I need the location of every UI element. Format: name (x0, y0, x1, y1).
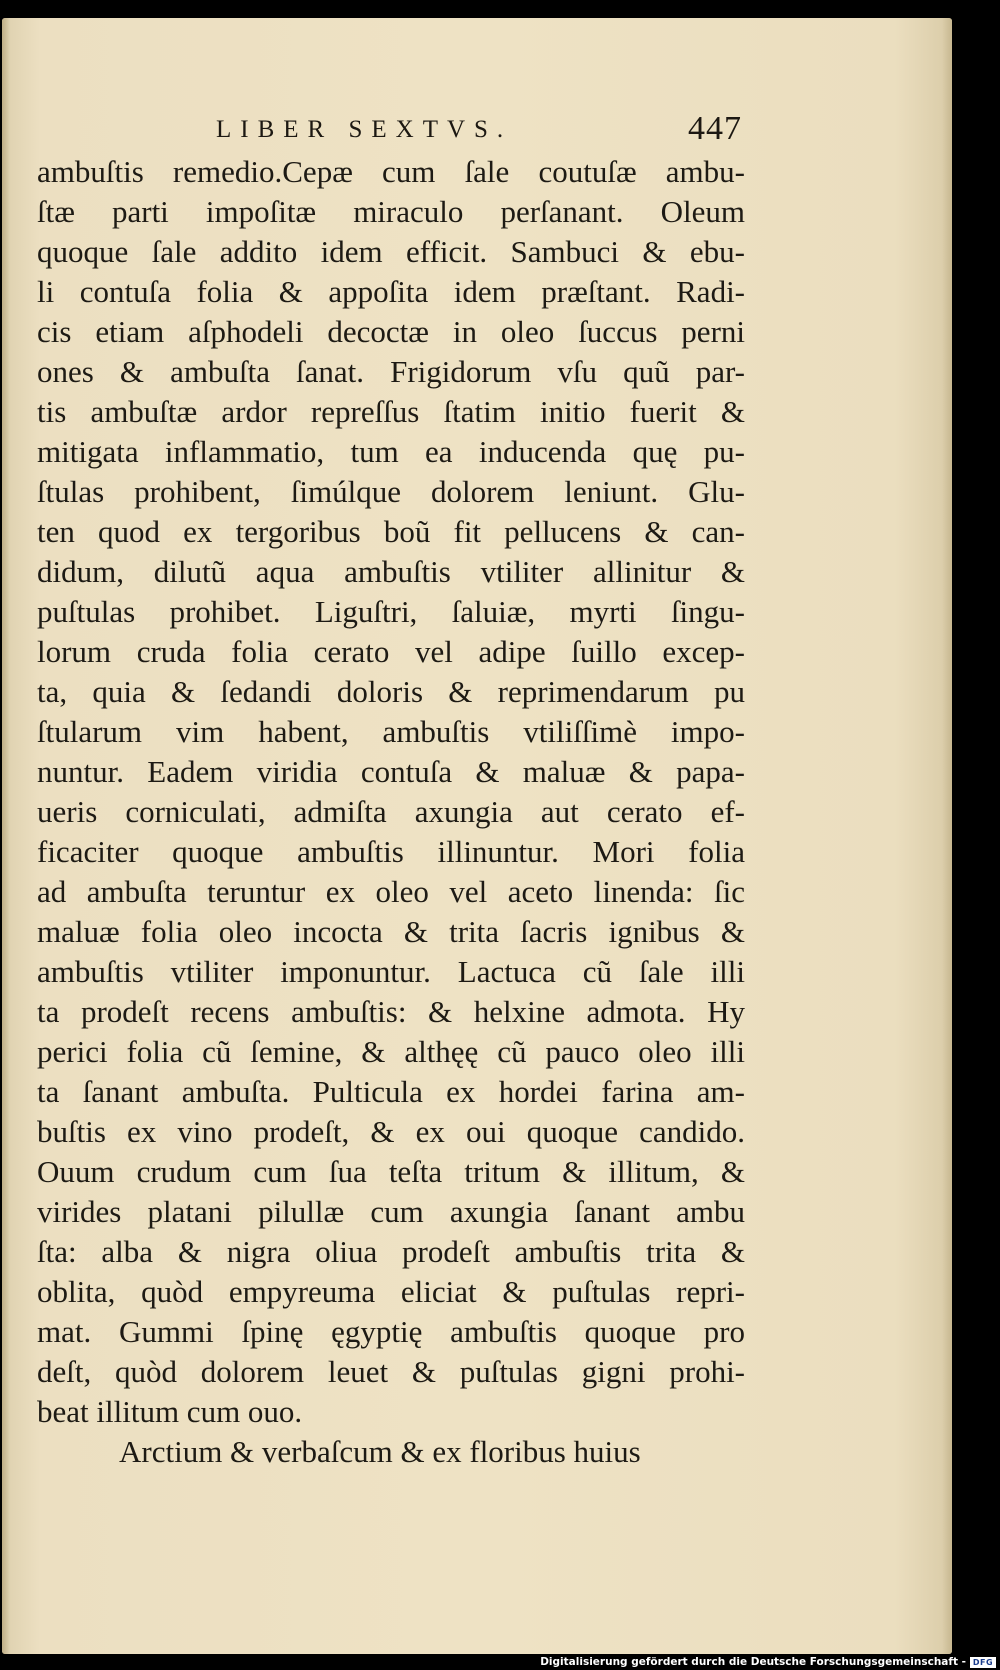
text-line: ta prodeſt recens ambuſtis: & helxine admota. Hy (37, 994, 745, 1029)
text-line: quoque ſale addito idem efficit. Sambuci & ebu- (37, 234, 745, 269)
text-line: maluæ folia oleo incocta & trita ſacris ignibus & (37, 914, 745, 949)
page-header (202, 110, 742, 154)
text-line: ta, quia & ſedandi doloris & reprimendarum pu (37, 674, 745, 709)
text-line: virides platani pilullæ cum axungia ſanant ambu (37, 1194, 745, 1229)
text-line: ſtularum vim habent, ambuſtis vtiliſſimè impo- (37, 714, 745, 749)
text-line: puſtulas prohibet. Liguſtri, ſaluiæ, myrti ſingu- (37, 594, 745, 629)
text-line: ſtæ parti impoſitæ miraculo perſanant. Oleum (37, 194, 745, 229)
text-line: ad ambuſta teruntur ex oleo vel aceto linenda: ſic (37, 874, 745, 909)
page-number: 447 (688, 110, 742, 147)
text-line: Ouum crudum cum ſua teſta tritum & illitum, & (37, 1154, 745, 1189)
text-line: ſtulas prohibent, ſimúlque dolorem leniunt. Glu- (37, 474, 745, 509)
running-title: LIBER SEXTVS. (216, 116, 513, 143)
text-line: li contuſa folia & appoſita idem præſtant. Radi- (37, 274, 745, 309)
text-line: Arctium & verbaſcum & ex floribus huius (119, 1434, 641, 1469)
text-line: perici folia cũ ſemine, & althęę cũ pauco oleo illi (37, 1034, 745, 1069)
text-line: nuntur. Eadem viridia contuſa & maluæ & papa- (37, 754, 745, 789)
text-line: tis ambuſtæ ardor repreſſus ſtatim initio fuerit & (37, 394, 745, 429)
text-line: buſtis ex vino prodeſt, & ex oui quoque candido. (37, 1114, 745, 1149)
text-line: ambuſtis vtiliter imponuntur. Lactuca cũ ſale illi (37, 954, 745, 989)
text-line: ſta: alba & nigra oliua prodeſt ambuſtis trita & (37, 1234, 745, 1269)
text-line: cis etiam aſphodeli decoctæ in oleo ſuccus perni (37, 314, 745, 349)
text-line: didum, dilutũ aqua ambuſtis vtiliter allinitur & (37, 554, 745, 589)
text-line: ueris corniculati, admiſta axungia aut cerato ef- (37, 794, 745, 829)
digitization-credit: Digitalisierung gefördert durch die Deutsche Forschungsgemeinschaft - (540, 1656, 966, 1668)
text-line: ambuſtis remedio.Cepæ cum ſale coutuſæ ambu- (37, 154, 745, 189)
text-line: beat illitum cum ouo. (37, 1394, 303, 1429)
book-page (2, 18, 952, 1654)
footer-bar (0, 1654, 1000, 1670)
text-line: ones & ambuſta ſanat. Frigidorum vſu quũ par- (37, 354, 745, 389)
text-line: ten quod ex tergoribus boũ fit pellucens & can- (37, 514, 745, 549)
dfg-logo-icon: DFG (970, 1657, 996, 1668)
text-line: mat. Gummi ſpinę ęgyptię ambuſtis quoque pro (37, 1314, 745, 1349)
text-line: mitigata inflammatio, tum ea inducenda quę pu- (37, 434, 745, 469)
text-line: ta ſanant ambuſta. Pulticula ex hordei farina am- (37, 1074, 745, 1109)
text-line: deſt, quòd dolorem leuet & puſtulas gigni prohi- (37, 1354, 745, 1389)
text-line: ficaciter quoque ambuſtis illinuntur. Mori folia (37, 834, 745, 869)
body-text (37, 152, 745, 1472)
text-line: oblita, quòd empyreuma eliciat & puſtulas repri- (37, 1274, 745, 1309)
page-edge-shadow (942, 18, 952, 1654)
text-line: lorum cruda folia cerato vel adipe ſuillo excep- (37, 634, 745, 669)
